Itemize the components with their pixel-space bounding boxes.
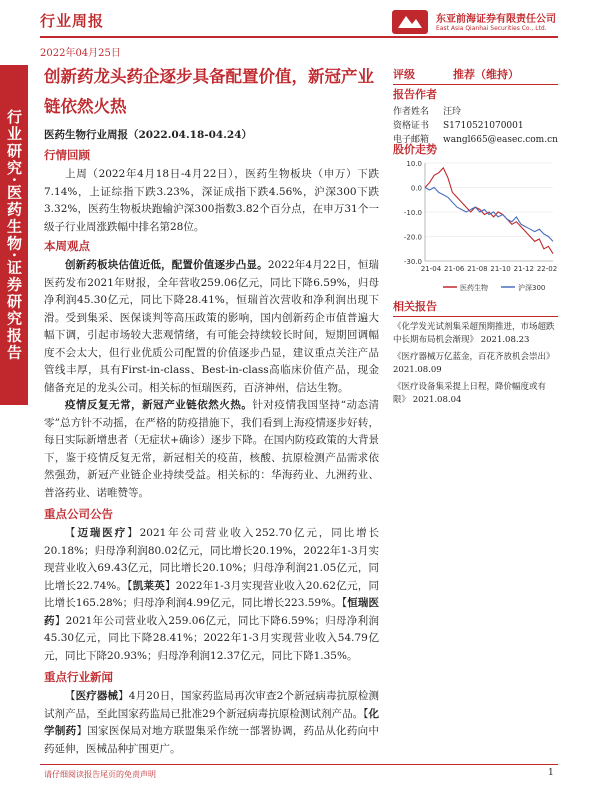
- section-title: 行业周报: [40, 12, 105, 30]
- author-row-key: 资格证书: [393, 121, 430, 131]
- rating-row: [393, 66, 558, 82]
- company-text: 】2021年公司营业收入259.06亿元，同比下降6.59%；归母净利润45.30亿元，同比下降28.41%；2022年1-3月实现营业收入54.79亿元，同比下降20.93%；归母净利润12.37亿元，同比下降1.35%。: [44, 614, 379, 662]
- x-tick-label: 21-12: [513, 265, 534, 273]
- view-heading: 本周观点: [44, 239, 90, 253]
- series-line: [425, 168, 553, 254]
- related-list: [393, 321, 558, 407]
- company-name: 恒瑞医药: [44, 597, 380, 627]
- related-report-item[interactable]: [393, 351, 558, 377]
- report-date: 2022年04月25日: [40, 48, 121, 59]
- x-tick-label: 21-04: [420, 265, 442, 273]
- legend-label: 医药生物: [460, 284, 488, 292]
- view-p1-lead: 创新药板块估值近低，配置价值逐步凸显。: [65, 259, 268, 271]
- related-report-title: 《医疗器械万亿蓝金，百花齐放机会崇出》: [393, 352, 555, 362]
- report-subtitle: 医药生物行业周报（2022.04.18-04.24）: [44, 129, 252, 141]
- author-row-key: 电子邮箱: [393, 135, 430, 145]
- series-line: [425, 188, 553, 242]
- related-report-item[interactable]: [393, 381, 558, 407]
- company-text: 【: [65, 527, 78, 539]
- related-heading: 相关报告: [393, 300, 437, 313]
- main-content: [44, 147, 379, 758]
- view-p2-lead: 疫情反复无常，新冠产业链依然火热。: [65, 399, 253, 411]
- rating-label: 评级: [393, 68, 415, 81]
- author-row-value[interactable]: wangl665@easec.com.cn: [443, 135, 558, 145]
- view-p1-body: 2022年4月22日，恒瑞医药发布2021年财报，全年营收259.06亿元，同比下降6.59%，归母净利润45.30亿元，同比下降28.41%，恒瑞首次营收和净利润出现下滑。受到集采、医保谈判等高压政策的影响，国内创新药企市值普遍大幅下调，引起市场较大悲观情绪，有可能会持续较长时间，短期回调幅度不会太大，但行业优质公司配置的价值逐步凸显，建议重点关注产品管线丰厚，具有First-in-class、Best-in-class高临床价值产品，现金储备充足的龙头公司。相关标的恒瑞医药，百济神州，信达生物。: [44, 259, 380, 394]
- y-tick-label: 10.0: [406, 160, 422, 168]
- author-heading: 报告作者: [393, 88, 437, 101]
- related-report-date: 2021.08.23: [478, 335, 530, 345]
- related-report-date: 2021.08.09: [393, 365, 442, 375]
- y-tick-label: -10.0: [403, 209, 422, 217]
- author-row-value: 汪玲: [443, 107, 462, 117]
- logo-cn: 东亚前海证券有限责任公司: [436, 14, 556, 25]
- x-tick-label: 21-08: [467, 265, 488, 273]
- report-title: 创新药龙头药企逐步具备配置价值，新冠产业链依然火热: [44, 67, 374, 116]
- stock-chart-svg: [393, 157, 558, 297]
- view-paragraph-2: [44, 397, 379, 502]
- author-row-value: S1710521070001: [443, 121, 524, 131]
- industry-name: 化学制药: [44, 707, 379, 737]
- related-report-item[interactable]: [393, 321, 558, 347]
- industry-name: 医疗器械: [75, 690, 119, 702]
- y-tick-label: -30.0: [403, 258, 422, 266]
- author-block: [393, 86, 558, 147]
- company-name: 凯莱英: [132, 579, 166, 592]
- related-block: [393, 298, 558, 411]
- company-text: 】2021年公司营业收入252.70亿元，同比增长20.18%；归母净利润80.02亿元，同比增长20.19%，2022年1-3月实现营业收入69.43亿元，同比增长20.10%；归母净利润21.05亿元，同比增长22.74%。【: [44, 527, 380, 592]
- industry-text: 【: [65, 690, 76, 702]
- review-heading: 行情回顾: [44, 148, 90, 162]
- related-report-title: 《医疗设备集采提上日程，降价幅度或有限》: [393, 382, 547, 405]
- industry-heading: 重点行业新闻: [44, 670, 113, 684]
- x-tick-label: 21-06: [444, 265, 465, 273]
- logo-mark-icon: [390, 6, 430, 38]
- company-logo: [390, 6, 560, 38]
- rating-value: 推荐（维持）: [453, 68, 519, 81]
- view-paragraph-1: [44, 257, 379, 397]
- author-row: [393, 119, 558, 133]
- page-number: 1: [548, 768, 554, 778]
- related-rule: [393, 316, 558, 317]
- x-tick-label: 22-02: [536, 265, 558, 273]
- x-tick-label: 21-10: [490, 265, 511, 273]
- trend-block: [393, 141, 558, 157]
- legend-label: 沪深300: [518, 284, 546, 292]
- stock-chart: [393, 157, 558, 301]
- industry-text: 】国家医保局对地方联盟集采作统一部署协调，药品从化药向中药延伸，医械品种扩围更广。: [44, 725, 380, 755]
- y-tick-label: -20.0: [403, 233, 422, 242]
- footer-rule: [40, 764, 558, 765]
- view-p2-body: 针对疫情我国坚持“动态清零”总方针不动摇，在严格的防疫措施下，我们看到上海疫情逐步好转，每日实际新增患者（无症状+确诊）逐步下降。在国内防疫政策的大背景下，鉴于疫情反复无常，新冠相关的疫苗，核酸、抗原检测产品需求依然强劲，新冠产业链企业持续受益。相关标的：华海药业、九洲药业、普洛药业、诺唯赞等。: [44, 399, 380, 499]
- review-paragraph: 上周（2022年4月18日-4月22日），医药生物板块（申万）下跌7.14%，上证综指下跌3.23%，深证成指下跌4.56%，沪深300下跌3.32%，医药生物板块跑输沪深300指数3.82个百分点，在申万31个一级子行业周涨跌幅中排名第28位。: [44, 168, 379, 233]
- company-heading: 重点公司公告: [44, 507, 113, 521]
- related-report-title: 《化学发光试剂集采超预期推进，市场超跌中长期布局机会渐现》: [393, 322, 555, 345]
- author-row: [393, 105, 558, 119]
- industry-paragraph: [44, 688, 379, 758]
- sidebar-label: 行业研究·医药生物·证券研究报告: [0, 65, 28, 405]
- trend-heading: 股价走势: [393, 143, 437, 156]
- y-tick-label: 0.0: [410, 184, 422, 193]
- company-name: 迈瑞医疗: [77, 527, 128, 539]
- company-paragraph: [44, 525, 379, 665]
- industry-text: 】4月20日，国家药监局再次审查2个新冠病毒抗原检测试剂产品，至此国家药监局已批准29个新冠病毒抗原检测试剂产品。【: [44, 690, 380, 720]
- author-row-key: 作者姓名: [393, 107, 430, 117]
- footer-disclaimer: 请仔细阅读报告尾页的免责声明: [44, 770, 156, 779]
- rating-rule: [393, 84, 558, 85]
- related-report-date: 2021.08.04: [410, 395, 462, 405]
- logo-en: East Asia Qianhai Securities Co., Ltd.: [436, 25, 547, 32]
- company-text: 】2022年1-3月实现营业收入20.62亿元，同比增长165.28%；归母净利润4.99亿元，同比增长223.59%。【: [44, 579, 379, 609]
